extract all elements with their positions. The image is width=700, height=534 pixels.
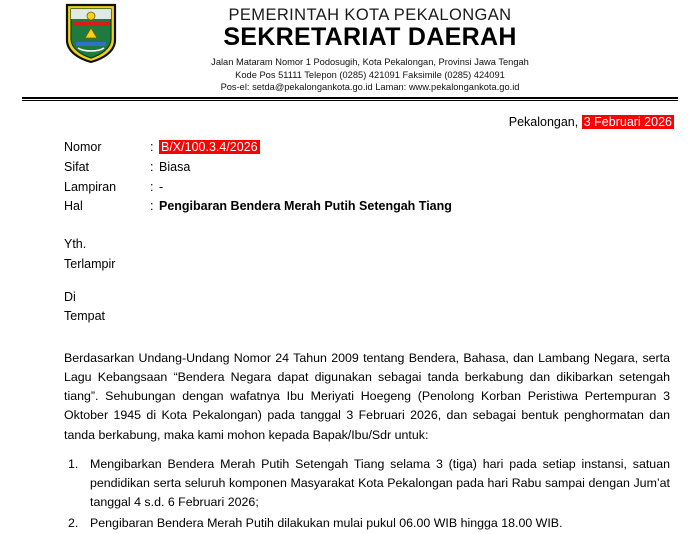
addressee-tempat: Tempat <box>64 309 105 324</box>
field-label-nomor: Nomor <box>64 140 102 155</box>
dateline <box>0 115 700 129</box>
addressee-di: Di <box>64 289 76 304</box>
city-coat-of-arms-icon <box>64 2 118 64</box>
letterhead-address <box>40 56 700 94</box>
list-item-text: Mengibarkan Bendera Merah Putih Setengah Tiang selama 3 (tiga) hari pada setiap instansi, satuan pendidikan serta seluruh komponen Masyarakat Kota Pekalongan pada hari Rabu sampai dengan Jum’at tanggal 4 s.d. 6 Februari 2026; <box>90 456 670 510</box>
field-value-sifat: Biasa <box>159 159 191 174</box>
nomor-highlight: B/X/100.3.4/2026 <box>161 140 258 155</box>
list-item <box>64 514 670 533</box>
field-row-sifat <box>64 158 700 178</box>
field-value-hal: Pengibaran Bendera Merah Putih Setengah Tiang <box>159 199 452 214</box>
field-value-lampiran: - <box>159 179 164 194</box>
field-value-nomor <box>159 138 700 158</box>
letterhead-text <box>40 6 700 94</box>
letterhead <box>0 0 700 105</box>
letter-header-fields <box>0 138 700 217</box>
dateline-place: Pekalongan, <box>508 115 579 130</box>
addressee-yth: Yth. <box>64 237 87 252</box>
field-colon-hal: : <box>150 199 154 214</box>
body-numbered-list <box>0 455 700 534</box>
field-colon-nomor: : <box>150 140 154 155</box>
addressee-block <box>0 235 700 327</box>
address-line-3: Pos-el: setda@pekalongankota.go.id Laman: www.pekalongankota.go.id <box>220 82 520 93</box>
field-row-lampiran <box>64 178 700 198</box>
dateline-date: 3 Februari 2026 <box>583 115 672 130</box>
body-paragraph: Berdasarkan Undang-Undang Nomor 24 Tahun 2009 tentang Bendera, Bahasa, dan Lambang Negara, serta Lagu Kebangsaan “Bendera Negara dapat digunakan sebagai tanda berkabung dan dikibarkan setengah tiang”. Sehubungan dengan wafatnya Ibu Meriyati Hoegeng (Penolong Korban Peristiwa Pertempuran 3 Oktober 1945 di Kota Pekalongan) pada tanggal 3 Februari 2026, dan sebagai bentuk penghormatan dan tanda berkabung, maka kami mohon kepada Bapak/Ibu/Sdr untuk: <box>64 350 670 442</box>
field-row-nomor <box>64 138 700 158</box>
list-item <box>64 455 670 513</box>
department-name: SEKRETARIAT DAERAH <box>223 23 517 51</box>
addressee-terlampir: Terlampir <box>64 256 116 271</box>
list-item-text: Pengibaran Bendera Merah Putih dilakukan mulai pukul 06.00 WIB hingga 18.00 WIB. <box>90 516 563 531</box>
list-item-number: 2. <box>68 516 79 531</box>
letterhead-divider-thick <box>22 97 678 99</box>
field-colon-sifat: : <box>150 159 154 174</box>
letterhead-divider-thin <box>22 100 678 101</box>
field-label-lampiran: Lampiran <box>64 179 117 194</box>
institution-name: PEMERINTAH KOTA PEKALONGAN <box>228 6 512 24</box>
address-line-2: Kode Pos 51111 Telepon (0285) 421091 Faksimile (0285) 424091 <box>235 69 505 80</box>
field-label-sifat: Sifat <box>64 159 90 174</box>
field-label-hal: Hal <box>64 199 83 214</box>
address-line-1: Jalan Mataram Nomor 1 Podosugih, Kota Pekalongan, Provinsi Jawa Tengah <box>211 57 529 67</box>
field-colon-lampiran: : <box>150 179 154 194</box>
list-item-number: 1. <box>68 456 79 471</box>
field-row-hal <box>64 197 700 217</box>
